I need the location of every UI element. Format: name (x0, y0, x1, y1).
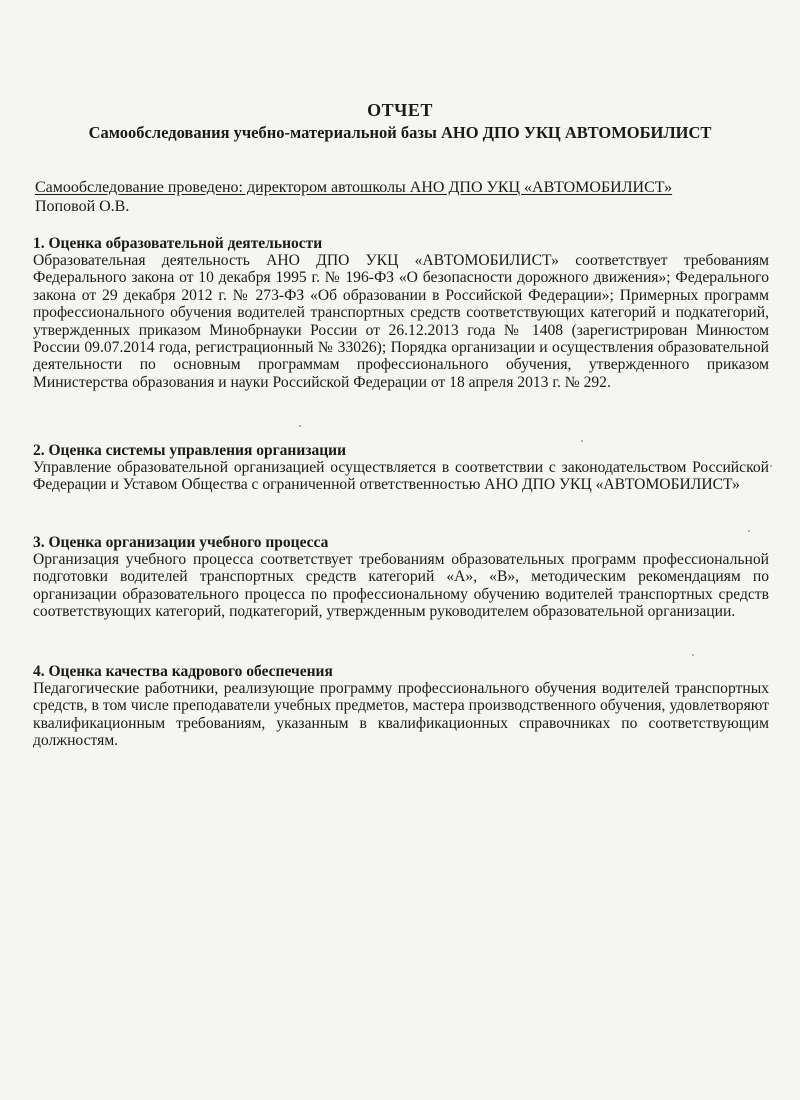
section-heading: 1. Оценка образовательной деятельности (33, 235, 323, 252)
document-title: ОТЧЕТ (367, 100, 433, 120)
scan-speck (770, 465, 772, 467)
section-management-system (33, 442, 769, 494)
section-educational-activity (33, 235, 769, 391)
conducted-by-line-2: Поповой О.В. (35, 198, 130, 215)
section-body: Образовательная деятельность АНО ДПО УКЦ «АВТОМОБИЛИСТ» соответствует требованиям Федерального закона от 10 декабря 1995 г. № 196-ФЗ «О безопасности дорожного движения»; Федерального закона от 29 декабря 2012 г. № 273-ФЗ «Об образовании в Российской Федерации»; Примерных программ профессионального обучения водителей транспортных средств соответствующих категорий и подкатегорий, утвержденных приказом Минобрнауки России от 26.12.2013 года № 1408 (зарегистрирован Минюстом России 09.07.2014 года, регистрационный № 33026); Порядка организации и осуществления образовательной деятельности по основным программам профессионального обучения, утвержденного приказом Министерства образования и науки Российской Федерации от 18 апреля 2013 г. № 292. (33, 252, 769, 391)
document-subtitle: Самообследования учебно-материальной базы АНО ДПО УКЦ АВТОМОБИЛИСТ (88, 123, 712, 142)
conducted-by (35, 178, 765, 216)
section-body: Управление образовательной организацией осуществляется в соответствии с законодательством Российской Федерации и Уставом Общества с ограниченной ответственностью АНО ДПО УКЦ «АВТОМОБИЛИСТ» (33, 459, 769, 494)
section-heading: 3. Оценка организации учебного процесса (33, 534, 329, 551)
scan-speck (692, 654, 694, 656)
scan-speck (299, 425, 301, 427)
section-staffing-quality (33, 663, 769, 750)
scan-speck (581, 440, 583, 442)
scan-speck (748, 530, 750, 532)
section-heading: 2. Оценка системы управления организации (33, 442, 347, 459)
section-educational-process (33, 534, 769, 621)
conducted-by-line-1: Самообследование проведено: директором автошколы АНО ДПО УКЦ «АВТОМОБИЛИСТ» (35, 179, 673, 196)
section-body: Организация учебного процесса соответствует требованиям образовательных программ профессиональной подготовки водителей транспортных средств категорий «А», «В», методическим рекомендациям по организации образовательного процесса по профессиональному обучению водителей транспортных средств соответствующих категорий, подкатегорий, утвержденным руководителем образовательной организации. (33, 551, 769, 621)
section-heading: 4. Оценка качества кадрового обеспечения (33, 663, 333, 680)
section-body: Педагогические работники, реализующие программу профессионального обучения водителей транспортных средств, в том числе преподаватели учебных предметов, мастера производственного обучения, удовлетворяют квалификационным требованиям, указанным в квалификационных справочниках по соответствующим должностям. (33, 680, 769, 750)
